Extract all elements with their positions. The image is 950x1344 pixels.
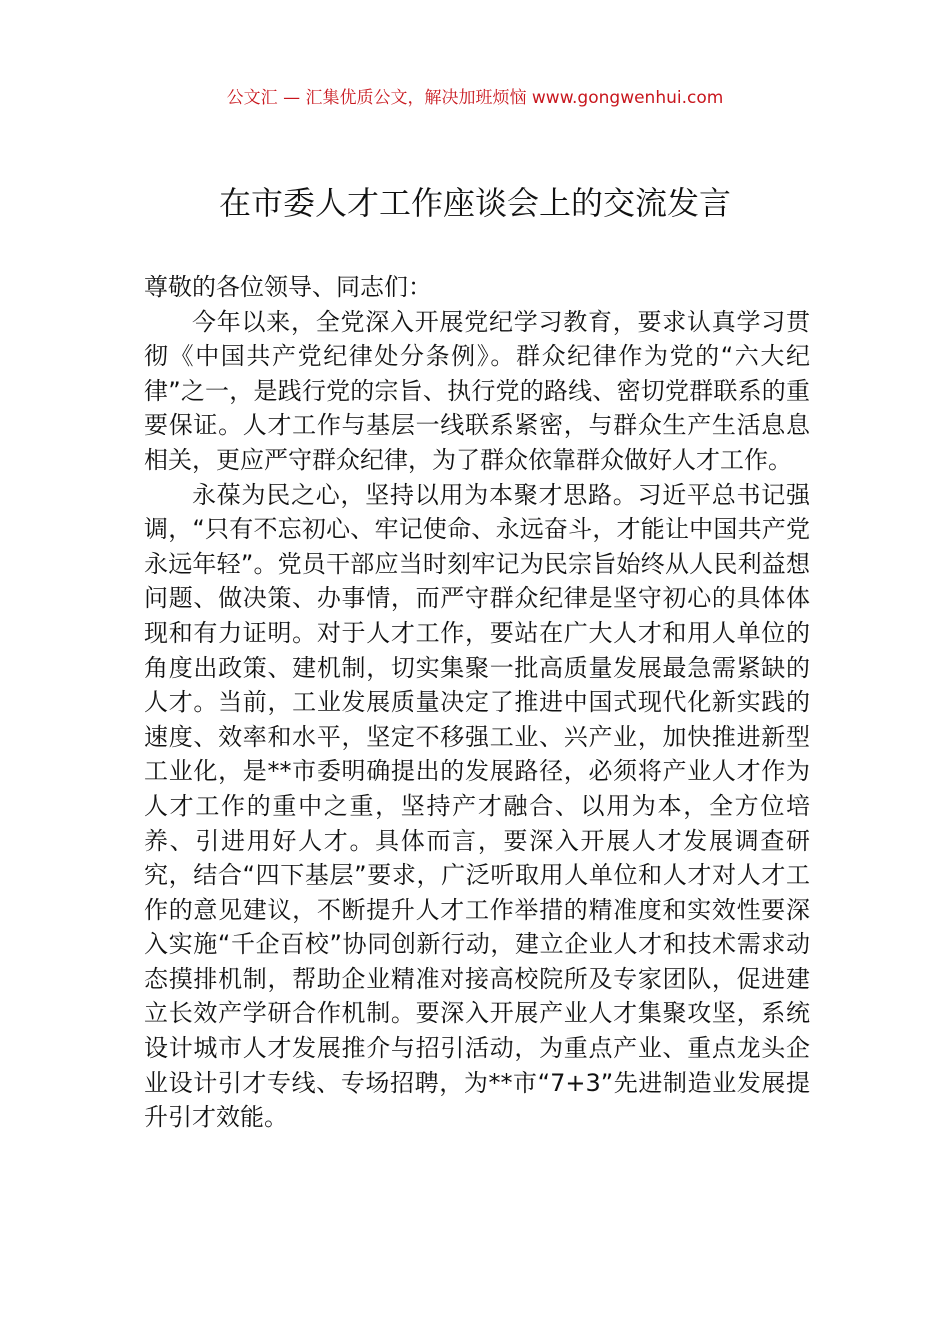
salutation: 尊敬的各位领导、同志们：: [144, 273, 432, 301]
document-body: [144, 270, 810, 1135]
paragraph-1: 今年以来，全党深入开展党纪学习教育，要求认真学习贯彻《中国共产党纪律处分条例》。群众纪律作为党的“六大纪律”之一，是践行党的宗旨、执行党的路线、密切党群联系的重要保证。人才工作与基层一线联系紧密，与群众生产生活息息相关，更应严守群众纪律，为了群众依靠群众做好人才工作。: [144, 307, 810, 474]
header-banner: 公文汇 — 汇集优质公文，解决加班烦恼 www.gongwenhui.com: [226, 88, 724, 108]
paragraph-2: 永葆为民之心，坚持以用为本聚才思路。习近平总书记强调，“只有不忘初心、牢记使命、永远奋斗，才能让中国共产党永远年轻”。党员干部应当时刻牢记为民宗旨始终从人民利益想问题、做决策、办事情，而严守群众纪律是坚守初心的具体体现和有力证明。对于人才工作，要站在广大人才和用人单位的角度出政策、建机制，切实集聚一批高质量发展最急需紧缺的人才。当前，工业发展质量决定了推进中国式现代化新实践的速度、效率和水平，坚定不移强工业、兴产业，加快推进新型工业化，是**市委明确提出的发展路径，必须将产业人才作为人才工作的重中之重，坚持产才融合、以用为本，全方位培养、引进用好人才。具体而言，要深入开展人才发展调查研究，结合“四下基层”要求，广泛听取用人单位和人才对人才工作的意见建议，不断提升人才工作举措的精准度和实效性要深入实施“千企百校”协同创新行动，建立企业人才和技术需求动态摸排机制，帮助企业精准对接高校院所及专家团队，促进建立长效产学研合作机制。要深入开展产业人才集聚攻坚，系统设计城市人才发展推介与招引活动，为重点产业、重点龙头企业设计引才专线、专场招聘，为**市“7+3”先进制造业发展提升引才效能。: [144, 480, 810, 1132]
document-title: 在市委人才工作座谈会上的交流发言: [218, 184, 731, 222]
